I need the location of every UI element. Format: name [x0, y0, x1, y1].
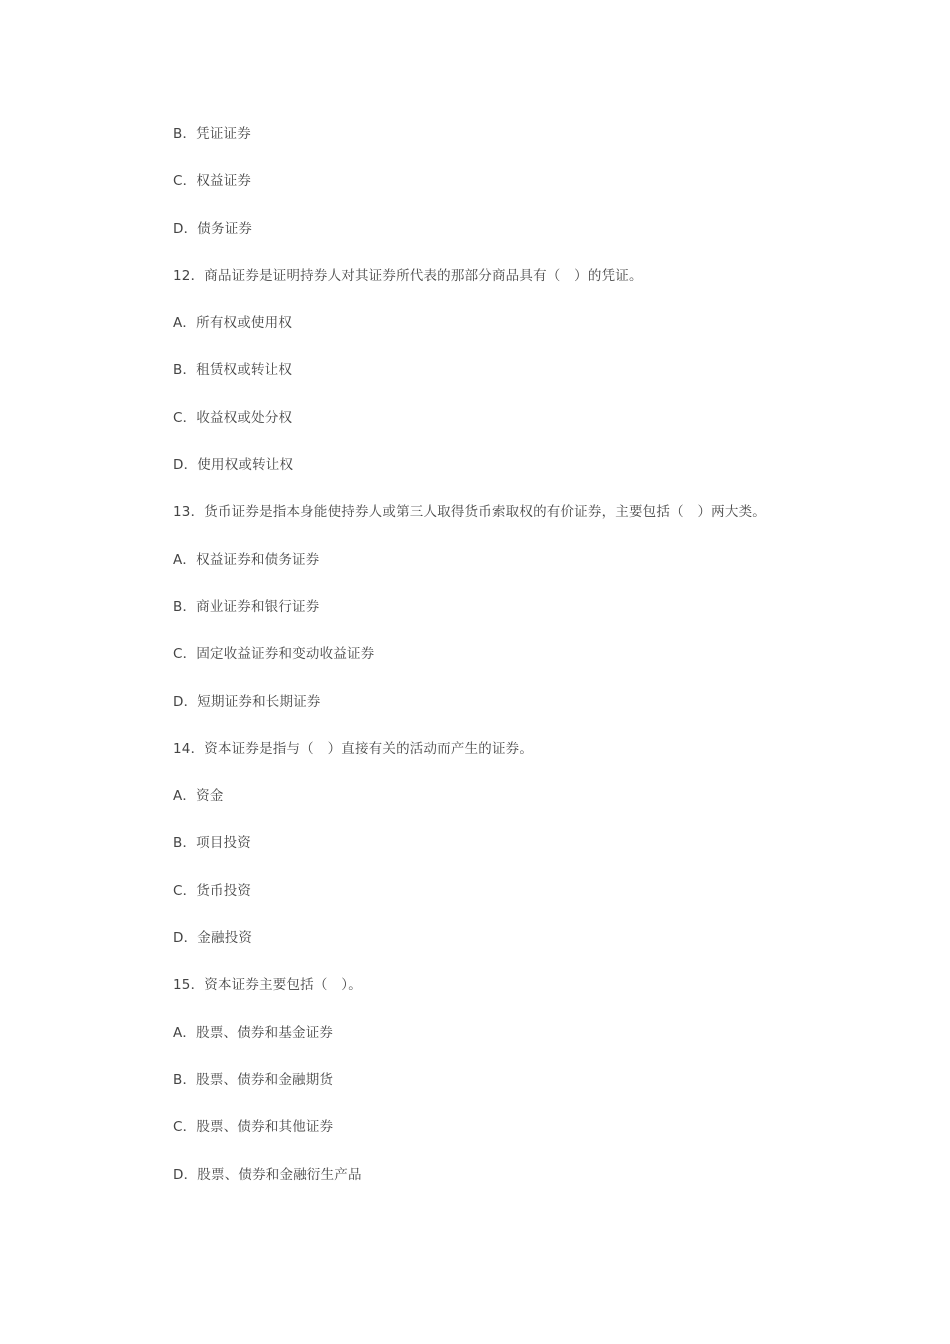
option-14-c: C．货币投资	[173, 882, 252, 899]
option-15-d: D．股票、债券和金融衍生产品	[173, 1166, 362, 1183]
option-12-d: D．使用权或转让权	[173, 457, 294, 474]
option-11-d: D．债务证券	[173, 220, 253, 237]
option-12-a: A．所有权或使用权	[173, 315, 293, 332]
option-13-c: C．固定收益证券和变动收益证券	[173, 646, 375, 663]
question-list	[173, 124, 873, 1212]
option-11-b: B．凭证证券	[173, 126, 251, 142]
option-14-d: D．金融投资	[173, 930, 253, 947]
option-14-b: B．项目投资	[173, 835, 251, 852]
option-12-b: B．租赁权或转让权	[173, 362, 293, 379]
option-13-d: D．短期证券和长期证券	[173, 693, 321, 710]
option-13-a: A．权益证券和债务证券	[173, 551, 320, 568]
question-15: 15．资本证券主要包括（ ）。	[173, 977, 362, 994]
option-12-c: C．收益权或处分权	[173, 409, 293, 426]
option-14-a: A．资金	[173, 788, 224, 805]
option-13-b: B．商业证券和银行证券	[173, 598, 320, 615]
option-15-a: A．股票、债券和基金证券	[173, 1024, 334, 1041]
option-15-c: C．股票、债券和其他证券	[173, 1119, 334, 1136]
question-14: 14．资本证券是指与（ ）直接有关的活动而产生的证券。	[173, 740, 534, 757]
option-15-b: B．股票、债券和金融期货	[173, 1071, 334, 1088]
option-11-c: C．权益证券	[173, 173, 252, 190]
question-12: 12．商品证券是证明持券人对其证券所代表的那部分商品具有（ ）的凭证。	[173, 267, 643, 284]
question-13: 13．货币证券是指本身能使持券人或第三人取得货币索取权的有价证券，主要包括（ ）两大类。	[173, 504, 766, 521]
